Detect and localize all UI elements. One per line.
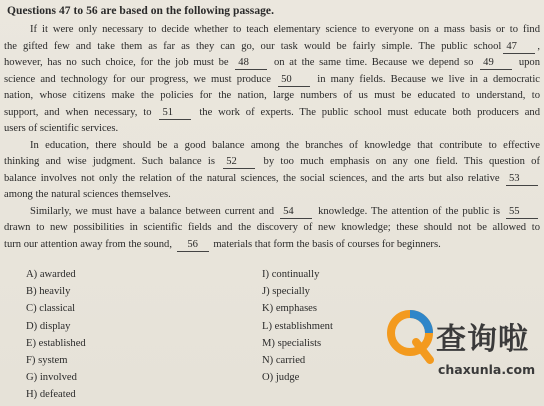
option-item[interactable]: L) establishment <box>262 320 333 332</box>
passage-line <box>4 138 540 155</box>
blank-52[interactable]: 52 <box>223 156 255 169</box>
option-item[interactable]: N) carried <box>262 354 306 366</box>
section-heading: Questions 47 to 56 are based on the following passage. <box>7 5 275 17</box>
passage-line <box>4 154 540 171</box>
passage-line <box>4 171 540 188</box>
passage-text: materials that form the basis of courses for beginners. <box>213 238 441 250</box>
word-bank-left-column <box>26 266 86 404</box>
passage-text: In education, there should be a good balance among the branches of knowledge that contribute to effective <box>30 139 540 151</box>
passage-text: science and technology for our progress, we must produce <box>4 73 271 85</box>
blank-53[interactable]: 53 <box>506 173 538 186</box>
passage-text: users of scientific services. <box>4 123 119 134</box>
passage-line <box>4 22 540 39</box>
option-item[interactable]: D) display <box>26 320 71 332</box>
passage-text: thinking and wise judgment. Such balance is <box>4 156 215 167</box>
passage-text: knowledge. The attention of the public is <box>318 205 500 217</box>
option-item[interactable]: K) emphases <box>262 303 318 315</box>
option-item[interactable]: C) classical <box>26 303 76 315</box>
reading-passage <box>4 22 540 253</box>
passage-line <box>4 55 540 72</box>
passage-text: nation, whose citizens make the policies for the nation, large numbers of us must be educated to understand, to <box>4 90 540 101</box>
option-item[interactable]: H) defeated <box>26 389 76 401</box>
option-item[interactable]: B) heavily <box>26 286 71 298</box>
option-item[interactable]: A) awarded <box>26 269 76 280</box>
option-item[interactable]: O) judge <box>262 372 300 384</box>
passage-text: support, and when necessary, to <box>4 106 152 118</box>
option-item[interactable]: F) system <box>26 354 68 366</box>
magnifier-q-icon <box>386 308 436 366</box>
blank-54[interactable]: 54 <box>280 206 312 219</box>
passage-line <box>4 237 540 254</box>
word-bank-right-column <box>262 266 333 386</box>
option-item[interactable]: M) specialists <box>262 337 322 349</box>
option-item[interactable]: I) continually <box>262 269 320 280</box>
blank-51[interactable]: 51 <box>159 107 191 120</box>
passage-line <box>4 88 540 105</box>
passage-text: balance involves not only the relation of the natural sciences, the social sciences, and the arts but also relative <box>4 172 500 184</box>
word-bank <box>26 266 366 406</box>
blank-47[interactable]: 47 <box>503 41 535 54</box>
passage-line <box>4 187 540 204</box>
blank-56[interactable]: 56 <box>177 239 209 252</box>
passage-line: the gifted few and take them as far as they can go, our task would be fairly simple. The public school 47 , <box>4 40 540 52</box>
passage-line <box>4 121 540 138</box>
passage-line <box>4 72 540 89</box>
passage-text: the work of experts. The public school must educate both producers and <box>199 106 540 118</box>
passage-text: drawn to new possibilities in scientific fields and the discovery of new knowledge; these should not be allowed to <box>4 222 540 233</box>
option-item[interactable]: E) established <box>26 337 86 349</box>
passage-text: upon <box>518 57 540 68</box>
passage-text: by too much emphasis on any one field. This question of <box>263 156 540 167</box>
passage-text: the gifted few and take them as far as they can go, our task would be fairly simple. The public school <box>4 40 502 52</box>
passage-text: among the natural sciences themselves. <box>4 189 171 200</box>
passage-text: however, has no such choice, for the job must be <box>4 57 229 68</box>
passage-text: turn our attention away from the sound, <box>4 238 172 250</box>
blank-49[interactable]: 49 <box>480 57 512 70</box>
option-item[interactable]: G) involved <box>26 372 77 384</box>
watermark-site: chaxunla.com <box>438 362 536 377</box>
option-item[interactable]: J) specially <box>262 286 310 298</box>
passage-text: on at the same time. Because we depend so <box>273 57 474 68</box>
blank-50[interactable]: 50 <box>278 74 310 87</box>
passage-line <box>4 220 540 237</box>
passage-text: If it were only necessary to decide whether to teach elementary science to everyone on a mass basis or to find <box>30 24 540 35</box>
blank-48[interactable]: 48 <box>235 57 267 70</box>
passage-line <box>4 105 540 122</box>
blank-55[interactable]: 55 <box>506 206 538 219</box>
watermark-title: 查询啦 <box>436 322 529 357</box>
passage-line <box>4 204 540 221</box>
passage-text: in many fields. Because we live in a democratic <box>317 73 540 85</box>
passage-text: Similarly, we must have a balance between current and <box>30 205 275 217</box>
chaxunla-watermark <box>386 306 536 402</box>
